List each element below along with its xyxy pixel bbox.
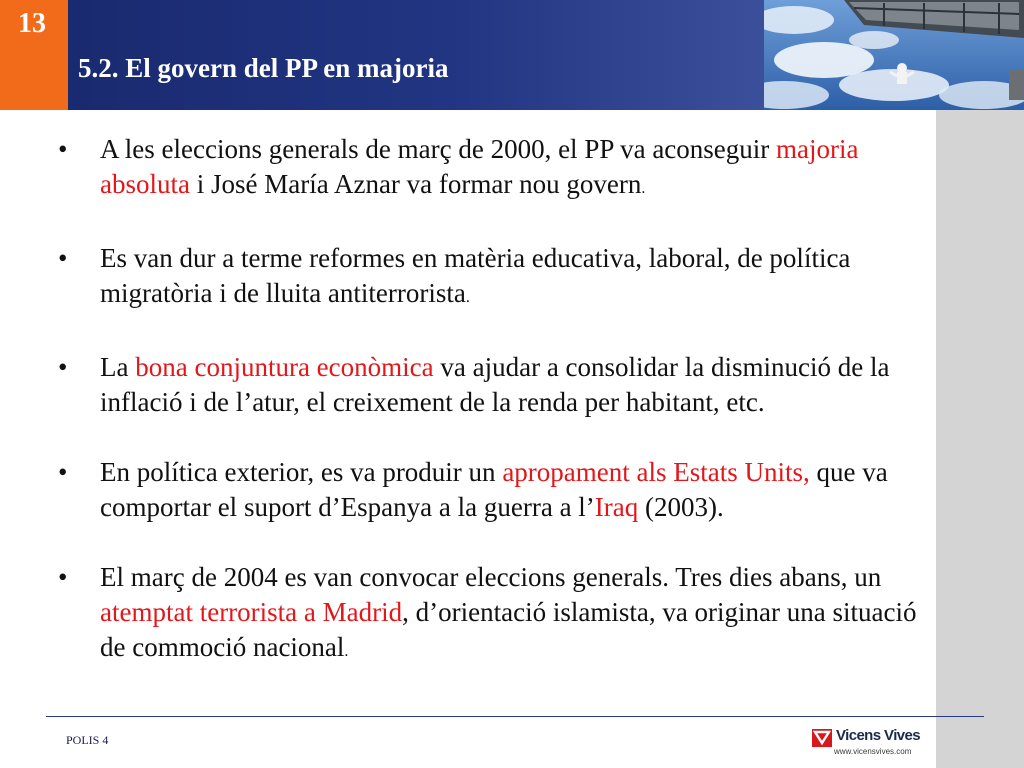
bullet-text-segment: (2003). bbox=[638, 492, 724, 522]
slide-number: 13 bbox=[18, 8, 46, 39]
title-bar bbox=[68, 0, 764, 110]
bullet-text bbox=[100, 562, 917, 662]
footer-label: POLIS 4 bbox=[66, 733, 109, 747]
logo-mark-icon bbox=[812, 729, 832, 747]
slide-title: 5.2. El govern del PP en majoria bbox=[78, 53, 449, 83]
bullet-dot-icon: • bbox=[58, 352, 68, 382]
bullet-dot-icon: • bbox=[58, 243, 68, 273]
bullet-text-segment: i José María Aznar va formar nou govern bbox=[189, 169, 642, 199]
side-band bbox=[936, 110, 1024, 768]
bullet-text-segment: va ajudar a consolidar la disminució de la inflació i de l’atur, el creixement de la renda per habitant, etc. bbox=[100, 352, 890, 417]
highlighted-text: apropament als Estats Units, bbox=[502, 457, 810, 487]
bullet-text-segment: Es van dur a terme reformes en matèria educativa, laboral, de política migratòria i de lluita antiterrorista bbox=[100, 243, 851, 308]
bullet-text-segment: , d’orientació islamista, va originar una situació de commoció nacional bbox=[100, 597, 917, 662]
footer-divider bbox=[46, 716, 984, 717]
bullet-text-segment: A les eleccions generals de març de 2000, el PP va aconseguir bbox=[100, 134, 777, 164]
bullet-list bbox=[58, 132, 928, 704]
bullet-text-segment: El març de 2004 es van convocar eleccions generals. Tres dies abans, un bbox=[100, 562, 882, 592]
vicens-vives-logo bbox=[812, 727, 922, 761]
bullet-item bbox=[58, 455, 928, 525]
logo-url: www.vicensvives.com bbox=[834, 747, 912, 756]
logo-name: Vicens Vives bbox=[836, 727, 920, 744]
highlighted-text: atemptat terrorista a Madrid bbox=[100, 597, 403, 627]
highlighted-text: Iraq bbox=[594, 492, 639, 522]
bullet-dot-icon: • bbox=[58, 457, 68, 487]
bullet-text-segment: . bbox=[344, 643, 349, 660]
header-photo bbox=[764, 0, 1024, 110]
bullet-dot-icon: • bbox=[58, 562, 68, 592]
bullet-text-segment: . bbox=[641, 180, 646, 197]
bullet-text-segment: En política exterior, es va produir un bbox=[100, 457, 503, 487]
bullet-item bbox=[58, 241, 928, 315]
highlighted-text: bona conjuntura econòmica bbox=[135, 352, 434, 382]
slide-number-box bbox=[0, 0, 68, 110]
bullet-text-segment: La bbox=[100, 352, 136, 382]
bullet-item bbox=[58, 350, 928, 420]
bullet-text bbox=[100, 352, 889, 417]
bullet-text bbox=[100, 243, 850, 308]
bullet-text-segment: . bbox=[465, 289, 470, 306]
highlighted-text: majoria absoluta bbox=[100, 134, 859, 199]
bullet-text bbox=[100, 457, 888, 522]
bullet-dot-icon: • bbox=[58, 134, 68, 164]
bullet-text-segment: que va comportar el suport d’Espanya a la guerra a l’ bbox=[100, 457, 888, 522]
bullet-item bbox=[58, 560, 928, 669]
bullet-item bbox=[58, 132, 928, 206]
bullet-text bbox=[100, 134, 859, 199]
